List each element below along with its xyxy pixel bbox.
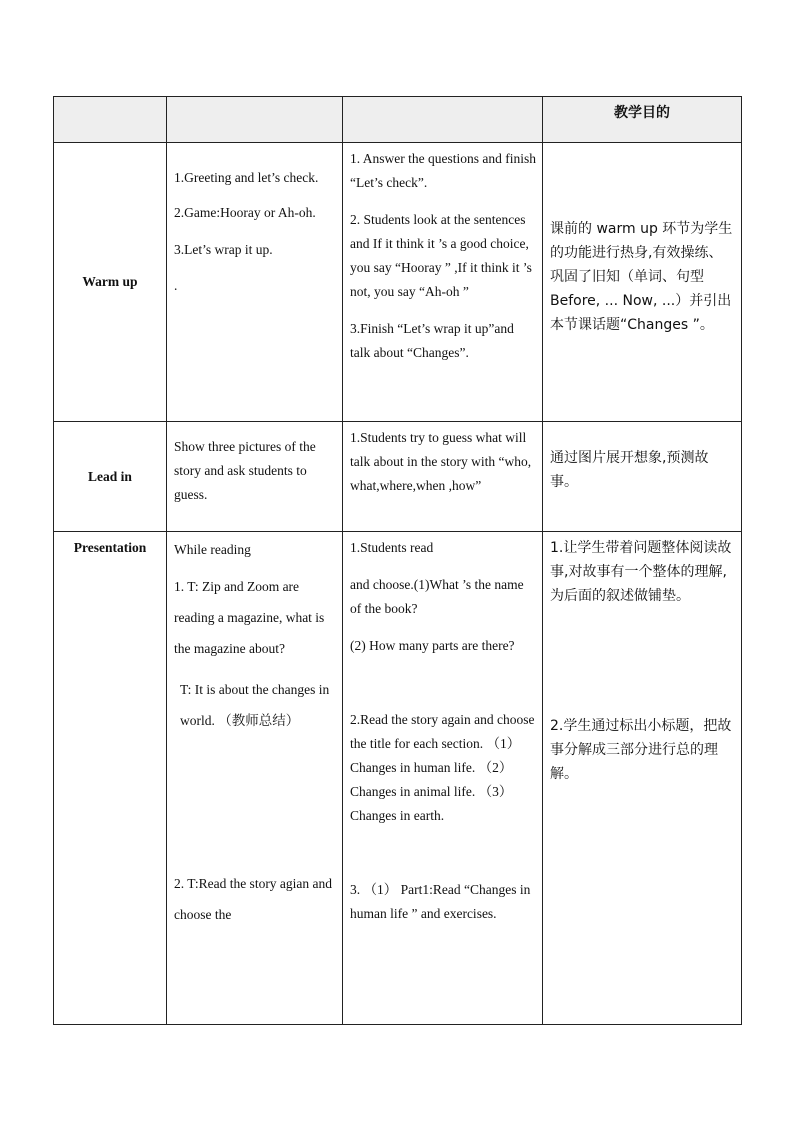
header-cell-2 <box>167 97 343 143</box>
purpose-cell <box>543 143 742 422</box>
stage-label: Presentation <box>54 532 167 1025</box>
student-activity-cell <box>343 143 543 422</box>
table-row-lead-in <box>54 422 742 532</box>
student-step: 3.Finish “Let’s wrap it up”and talk about “Changes”. <box>350 321 514 360</box>
lesson-plan-table <box>53 96 742 1025</box>
teacher-step: Show three pictures of the story and ask students to guess. <box>174 439 316 502</box>
purpose-cell <box>543 422 742 532</box>
student-activity-cell <box>343 422 543 532</box>
student-step: 1.Students try to guess what will talk about in the story with “who, what,where,when ,how” <box>350 430 532 493</box>
teacher-step: 3.Let’s wrap it up. <box>174 242 273 257</box>
header-cell-3 <box>343 97 543 143</box>
purpose-text: 2.学生通过标出小标题，把故事分解成三部分进行总的理解。 <box>550 718 732 782</box>
purpose-text: 通过图片展开想象,预测故事。 <box>550 450 709 490</box>
purpose-cell <box>543 532 742 1025</box>
teacher-activity-cell <box>167 143 343 422</box>
student-step: 2. Students look at the sentences and If it think it ’s a good choice, you say “Hooray ” ,If it think it ’s not, you say “Ah-oh ” <box>350 212 532 299</box>
student-step: 2.Read the story again and choose the title for each section. （1） Changes in human life. （2） Changes in animal life. （3） Changes in earth. <box>350 712 535 823</box>
student-step: and choose.(1)What ’s the name of the book? <box>350 577 524 616</box>
stage-label: Warm up <box>54 143 167 422</box>
teacher-step: . <box>174 278 178 293</box>
teacher-activity-cell <box>167 422 343 532</box>
teacher-step: 1. T: Zip and Zoom are reading a magazine, what is the magazine about? <box>174 579 325 656</box>
teacher-activity-cell <box>167 532 343 1025</box>
student-activity-cell <box>343 532 543 1025</box>
table-row-presentation <box>54 532 742 1025</box>
teacher-step: T: It is about the changes in world. （教师总结） <box>180 682 330 728</box>
table-header-row <box>54 97 742 143</box>
student-step: 1. Answer the questions and finish “Let’s check”. <box>350 151 536 190</box>
stage-label: Lead in <box>54 422 167 532</box>
header-cell-purpose: 教学目的 <box>543 97 742 143</box>
purpose-text: 课前的 warm up 环节为学生的功能进行热身,有效操练、巩固了旧知（单词、句型 Before, ... Now, ...）并引出本节课话题“Changes ”。 <box>550 221 733 333</box>
purpose-text: 1.让学生带着问题整体阅读故事,对故事有一个整体的理解,为后面的叙述做铺垫。 <box>550 540 732 604</box>
student-step: 1.Students read <box>350 540 434 555</box>
teacher-step: 1.Greeting and let’s check. <box>174 170 319 185</box>
table-row-warm-up <box>54 143 742 422</box>
student-step: 3. （1） Part1:Read “Changes in human life ” and exercises. <box>350 882 531 921</box>
teacher-step: While reading <box>174 542 251 557</box>
teacher-step: 2.Game:Hooray or Ah-oh. <box>174 205 316 220</box>
student-step: (2) How many parts are there? <box>350 638 515 653</box>
header-cell-1 <box>54 97 167 143</box>
teacher-step: 2. T:Read the story agian and choose the <box>174 876 333 922</box>
